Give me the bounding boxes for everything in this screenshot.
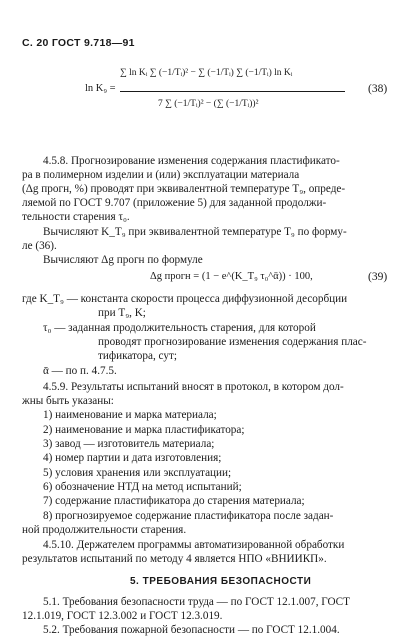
text-line: 5.1. Требования безопасности труда — по ГОСТ 12.1.007, ГОСТ xyxy=(43,596,350,608)
text-line: ляемой по ГОСТ 9.707 (приложение 5) для заданной продолжи- xyxy=(22,197,327,209)
text-line: результатов испытаний по методу 4 является НПО «ВНИИКП». xyxy=(22,553,327,565)
text-line: ра в полимерном изделии и (или) эксплуатации материала xyxy=(22,169,300,181)
list-item: 5) условия хранения или эксплуатации; xyxy=(43,467,232,479)
list-item: 1) наименование и марка материала; xyxy=(43,409,217,421)
list-item: ной продолжительности старения. xyxy=(22,524,187,536)
text-line: проводят прогнозирование изменения содержания плас- xyxy=(98,336,367,348)
text-line: тификатора, сут; xyxy=(98,350,177,362)
list-item: 3) завод — изготовитель материала; xyxy=(43,438,215,450)
text-line: τ₀ — заданная продолжительность старения, для которой xyxy=(43,322,316,334)
list-item: 2) наименование и марка пластификатора; xyxy=(43,424,245,436)
text-line: тельности старения τ₀. xyxy=(22,211,130,223)
list-item: 6) обозначение НТД на метод испытаний; xyxy=(43,481,242,493)
text-line: 12.1.019, ГОСТ 12.3.002 и ГОСТ 12.3.019. xyxy=(22,610,223,622)
text-line: при T₉, K; xyxy=(98,307,146,319)
text-line: 4.5.9. Результаты испытаний вносят в протокол, в котором дол- xyxy=(43,381,344,393)
text-line: ᾱ — по п. 4.7.5. xyxy=(43,365,117,377)
section-title: 5. ТРЕБОВАНИЯ БЕЗОПАСНОСТИ xyxy=(130,576,312,587)
formula-38-number: (38) xyxy=(368,83,388,95)
fraction-bar xyxy=(120,91,345,92)
list-item: 8) прогнозируемое содержание пластификатора после задан- xyxy=(43,510,334,522)
formula-38-denominator: 7 ∑ (−1/Tᵢ)² − (∑ (−1/Tᵢ))² xyxy=(158,99,259,109)
text-line: где K_T₉ — константа скорости процесса диффузионной десорбции xyxy=(22,293,348,305)
text-line: 5.2. Требования пожарной безопасности — по ГОСТ 12.1.004. xyxy=(43,624,340,636)
list-item: 4) номер партии и дата изготовления; xyxy=(43,452,222,464)
text-line: 4.5.10. Держателем программы автоматизированной обработки xyxy=(43,539,345,551)
formula-39-text: Δg прогн = (1 − e^(K_T₉ τ₀^ᾱ)) · 100, xyxy=(150,271,313,282)
text-line: ле (36). xyxy=(22,240,57,252)
text-line: 4.5.8. Прогнозирование изменения содержания пластификато- xyxy=(43,155,340,167)
formula-39-number: (39) xyxy=(368,271,388,283)
formula-38-lhs: ln K₉ = xyxy=(85,83,116,94)
text-line: жны быть указаны: xyxy=(22,395,114,407)
formula-38-numerator: ∑ ln Kᵢ ∑ (−1/Tᵢ)² − ∑ (−1/Tᵢ) ∑ (−1/Tᵢ) ln Kᵢ xyxy=(120,68,293,78)
text-line: Вычисляют Δg прогн по формуле xyxy=(43,254,203,266)
list-item: 7) содержание пластификатора до старения материала; xyxy=(43,495,305,507)
text-line: (Δg прогн, %) проводят при эквивалентной температуре T₉, опреде- xyxy=(22,183,346,195)
page-header: С. 20 ГОСТ 9.718—91 xyxy=(22,37,135,49)
text-line: Вычисляют K_T₉ при эквивалентной температуре T₉ по форму- xyxy=(43,226,347,238)
